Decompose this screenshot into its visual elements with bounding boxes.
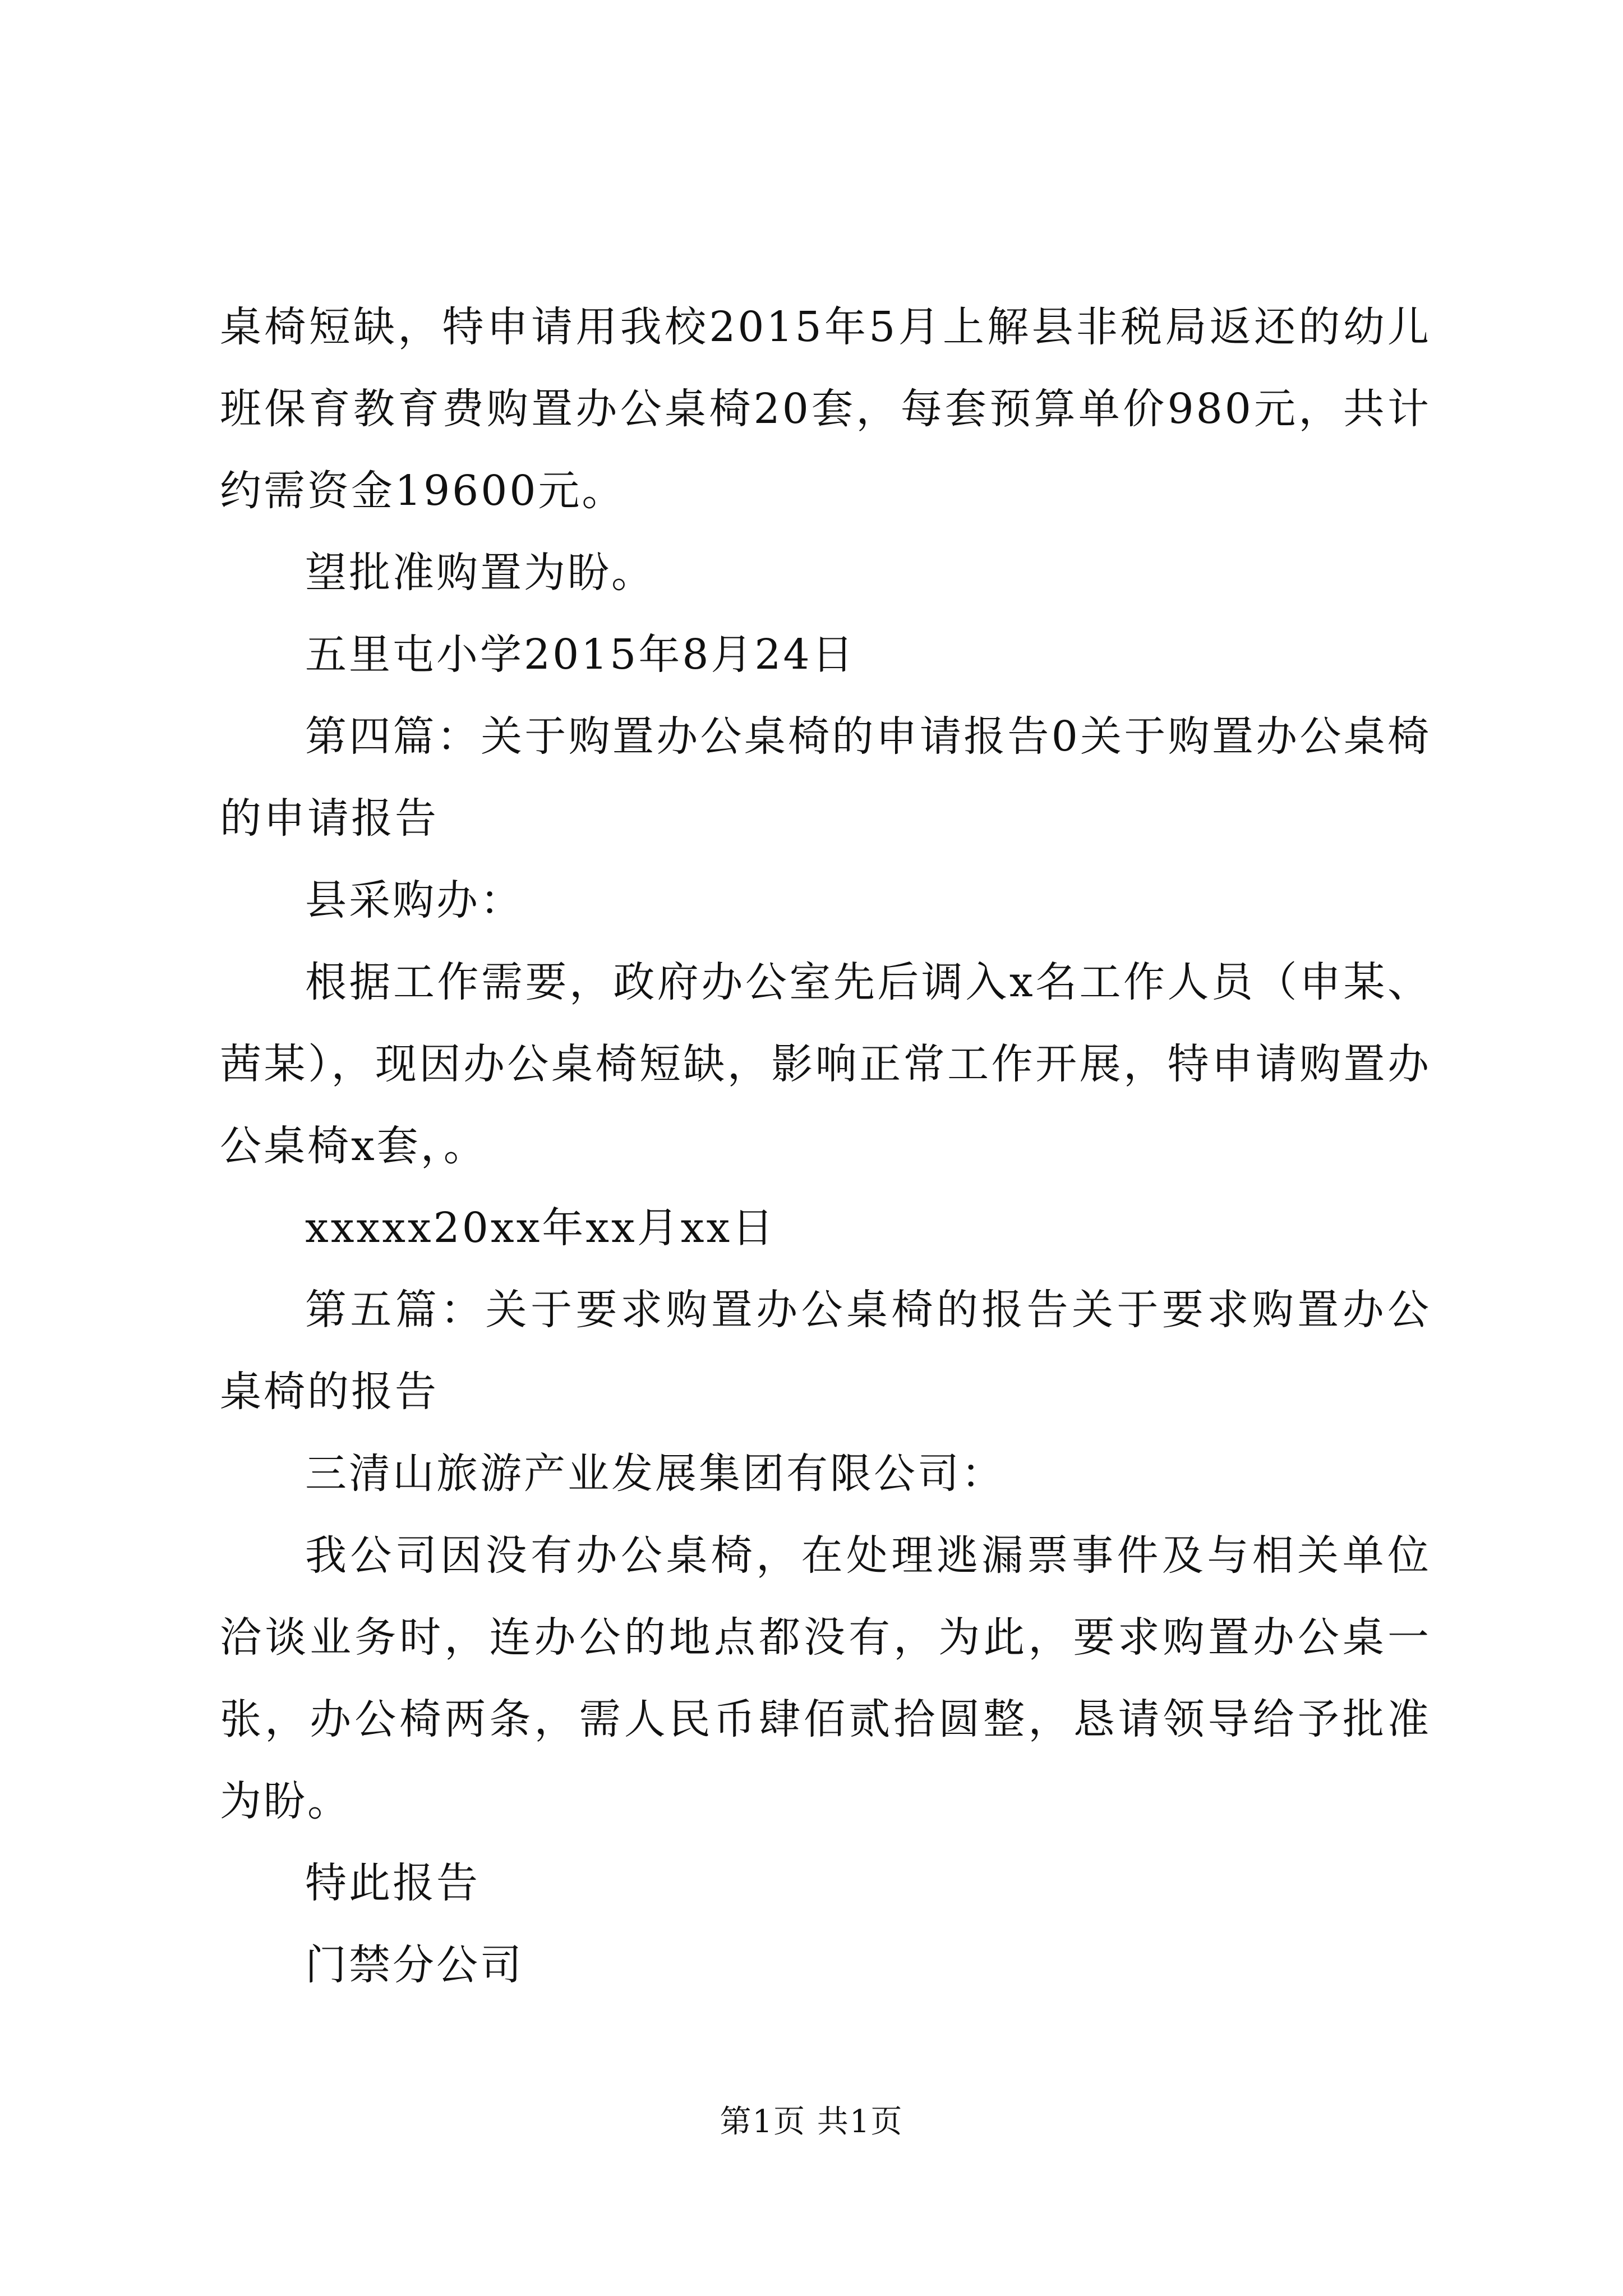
closing-line: 特此报告 (305, 1859, 480, 1907)
date-line-4: xxxxx20xx年xx月xx日 (305, 1204, 776, 1252)
paragraph-6: 根据工作需要，政府办公室先后调入x名工作人员（申某、茜某），现因办公桌椅短缺，影响正常工作开展，特申请购置办公桌椅x套，。 (220, 958, 1431, 1170)
paragraph-10: 我公司因没有办公桌椅，在处理逃漏票事件及与相关单位洽谈业务时，连办公的地点都没有，为此，要求购置办公桌一张，办公椅两条，需人民币肆佰贰拾圆整，恳请领导给予批准为盼。 (220, 1531, 1431, 1825)
section-heading-5: 第五篇：关于要求购置办公桌椅的报告关于要求购置办公桌椅的报告 (220, 1286, 1431, 1416)
salutation-4: 县采购办： (305, 876, 524, 924)
paragraph-1: 桌椅短缺，特申请用我校2015年5月上解县非税局返还的幼儿班保育教育费购置办公桌椅20套，每套预算单价980元，共计约需资金19600元。 (220, 303, 1431, 515)
paragraph-3: 五里屯小学2015年8月24日 (305, 631, 856, 679)
page-number-label: 第1页 共1页 (720, 2104, 903, 2140)
salutation-5: 三清山旅游产业发展集团有限公司： (305, 1450, 1005, 1498)
page-footer (0, 2102, 1623, 2142)
section-heading-4: 第四篇：关于购置办公桌椅的申请报告0关于购置办公桌椅的申请报告 (220, 712, 1431, 843)
document-body (220, 286, 1431, 2006)
paragraph-2: 望批准购置为盼。 (305, 549, 655, 597)
signature-line: 门禁分公司 (305, 1941, 524, 1989)
